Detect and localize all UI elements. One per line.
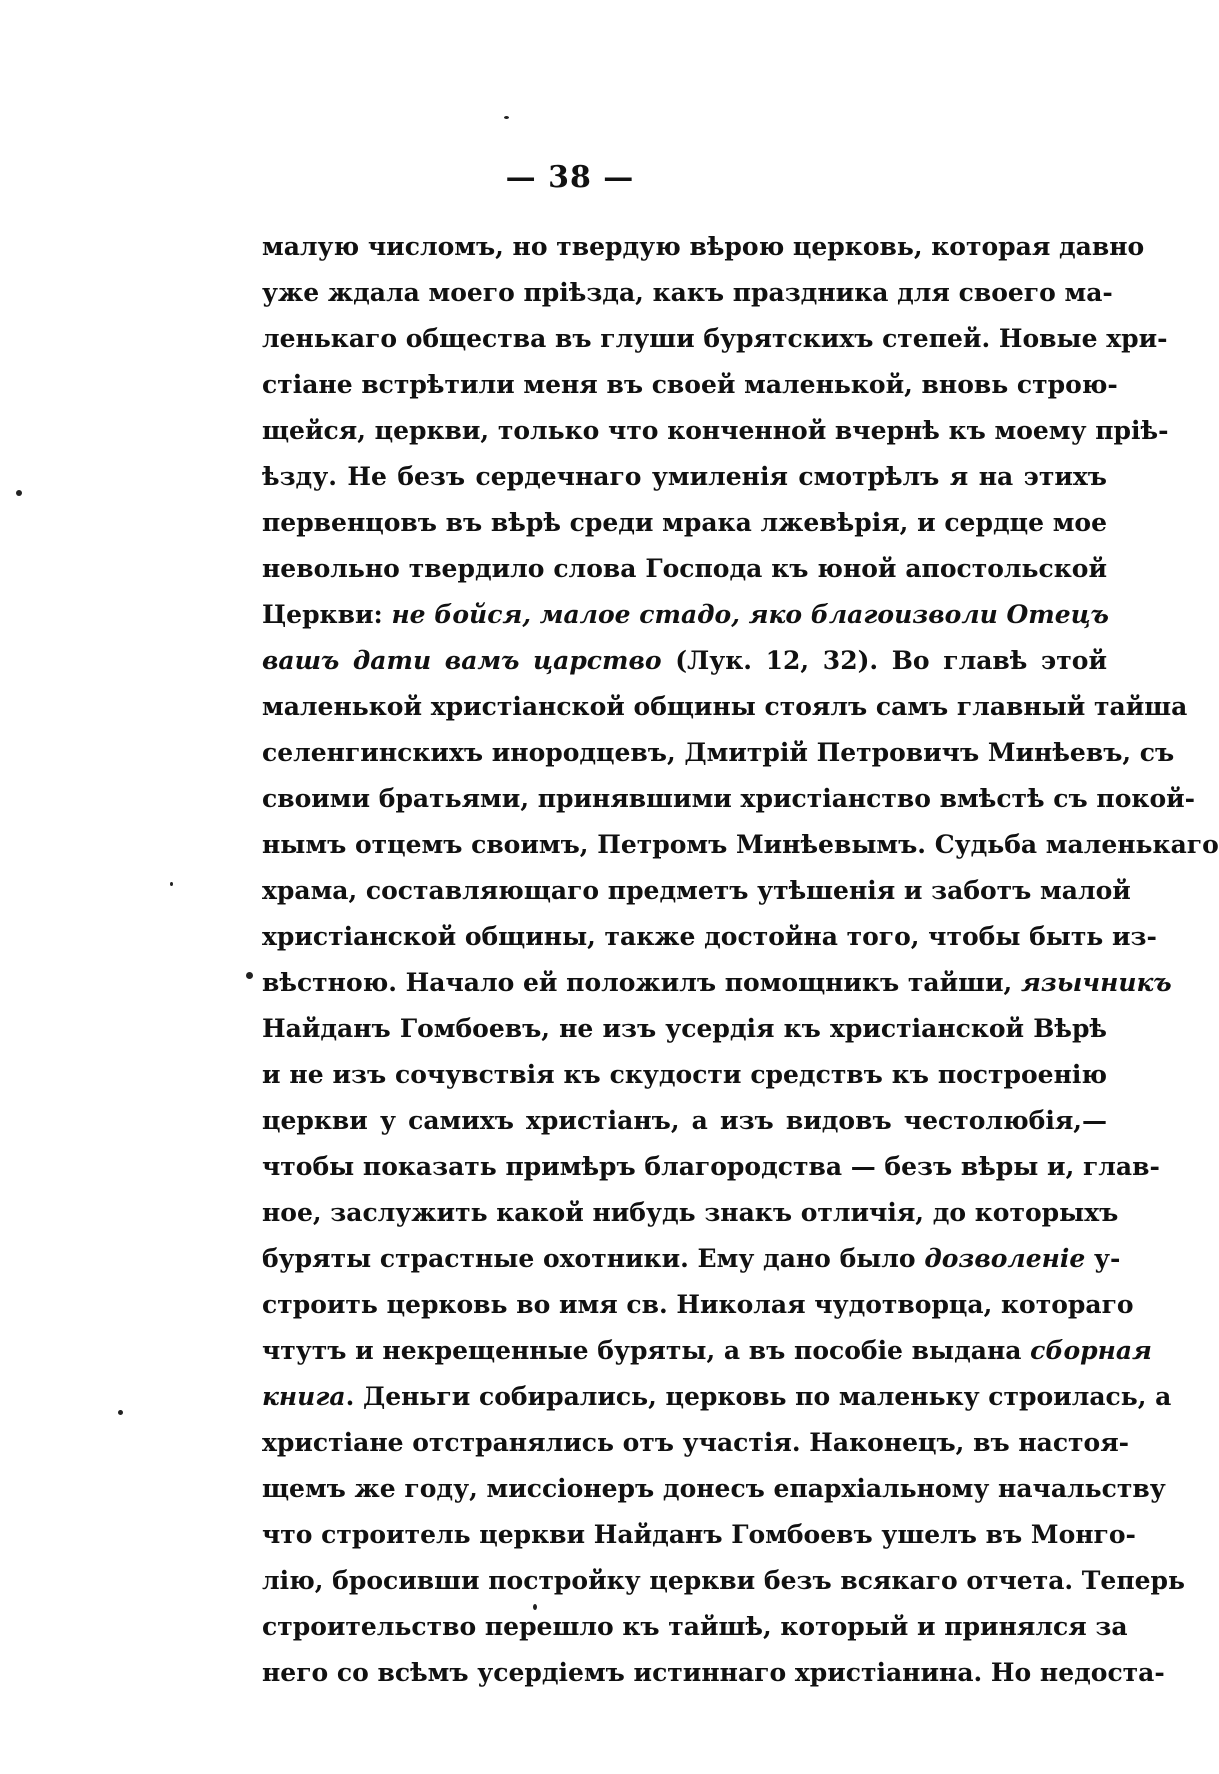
text-line: книга. Деньги собирались, церковь по маленьку строилась, а [262,1382,1172,1411]
text-line: чтутъ и некрещенные буряты, а въ пособіе выдана сборная [262,1336,1152,1365]
text-line: селенгинскихъ инородцевъ, Дмитрій Петровичъ Минѣевъ, съ [262,738,1175,767]
text-line: вашъ дати вамъ царство (Лук. 12, 32). Во главѣ этой [262,646,1107,675]
italic-term: сборная [1030,1336,1152,1365]
text-line: него со всѣмъ усердіемъ истиннаго христіанина. Но недоста- [262,1658,1165,1687]
text-line: щемъ же году, миссіонеръ донесъ епархіальному начальству [262,1474,1166,1503]
text-line: уже ждала моего пріѣзда, какъ праздника для своего ма- [262,278,1113,307]
text-line: маленькой христіанской общины стоялъ самъ главный тайша [262,692,1188,721]
italic-quote: вашъ дати вамъ царство [262,646,662,675]
text-line: церкви у самихъ христіанъ, а изъ видовъ честолюбія,— [262,1106,1107,1135]
scan-speck [170,882,173,886]
text-line: Церкви: не бойся, малое стадо, яко благоизволи Отецъ [262,600,1109,629]
scan-speck [533,1604,537,1610]
text-line: что строитель церкви Найданъ Гомбоевъ ушелъ въ Монго- [262,1520,1136,1549]
text-line: храма, составляющаго предметъ утѣшенія и заботъ малой [262,876,1131,905]
italic-term: книга [262,1382,346,1411]
text-line: строительство перешло къ тайшѣ, который и принялся за [262,1612,1128,1641]
text-line: строить церковь во имя св. Николая чудотворца, котораго [262,1290,1134,1319]
text-line: ное, заслужить какой нибудь знакъ отличія, до которыхъ [262,1198,1119,1227]
page-number: — 38 — [505,160,635,195]
body-text [262,224,1219,1696]
text-line: своими братьями, принявшими христіанство вмѣстѣ съ покой- [262,784,1196,813]
text-line: христіанской общины, также достойна того, чтобы быть из- [262,922,1157,951]
scan-speck [118,1410,123,1415]
text-line: и не изъ сочувствія къ скудости средствъ къ построенію [262,1060,1107,1089]
italic-quote: не бойся, малое стадо, яко благоизволи Отецъ [391,600,1109,629]
text-line: ленькаго общества въ глуши бурятскихъ степей. Новые хри- [262,324,1168,353]
text-line: малую числомъ, но твердую вѣрою церковь, которая давно [262,232,1145,261]
italic-term: дозволеніе [924,1244,1086,1273]
text-line: Найданъ Гомбоевъ, не изъ усердія къ христіанской Вѣрѣ [262,1014,1107,1043]
text-line: невольно твердило слова Господа къ юной апостольской [262,554,1107,583]
text-line: христіане отстранялись отъ участія. Наконецъ, въ настоя- [262,1428,1130,1457]
scan-speck [246,972,253,979]
scan-speck [16,490,22,496]
text-line: стіане встрѣтили меня въ своей маленькой, вновь строю- [262,370,1118,399]
text-line: щейся, церкви, только что конченной вчернѣ къ моему пріѣ- [262,416,1169,445]
text-line: вѣстною. Начало ей положилъ помощникъ тайши, язычникъ [262,968,1172,997]
italic-term: язычникъ [1020,968,1172,997]
text-line: лію, бросивши постройку церкви безъ всякаго отчета. Теперь [262,1566,1185,1595]
text-line: ѣзду. Не безъ сердечнаго умиленія смотрѣлъ я на этихъ [262,462,1107,491]
scan-speck [504,116,509,119]
text-line: буряты страстные охотники. Ему дано было дозволеніе у- [262,1244,1121,1273]
text-line: первенцовъ въ вѣрѣ среди мрака лжевѣрія, и сердце мое [262,508,1107,537]
text-line: нымъ отцемъ своимъ, Петромъ Минѣевымъ. Судьба маленькаго [262,830,1219,859]
text-line: чтобы показать примѣръ благородства — безъ вѣры и, глав- [262,1152,1160,1181]
